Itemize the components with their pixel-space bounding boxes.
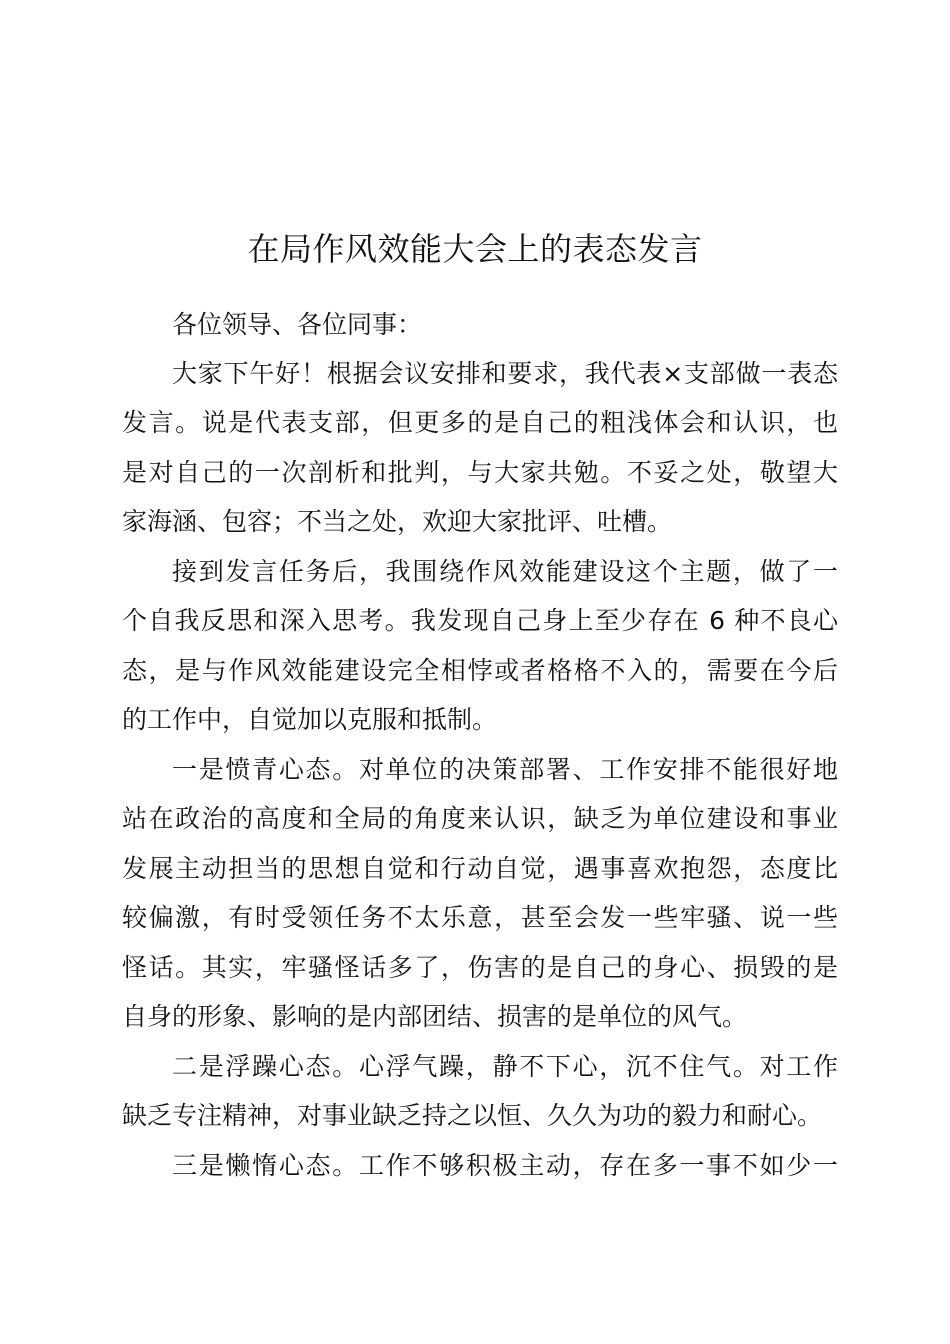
- paragraph-line: 三是懒惰心态。工作不够积极主动，存在多一事不如少一: [172, 1151, 838, 1180]
- paragraph-line: 接到发言任务后，我围绕作风效能建设这个主题，做了一: [172, 557, 838, 586]
- salutation-line: 各位领导、各位同事：: [172, 310, 423, 339]
- paragraph-line: 发展主动担当的思想自觉和行动自觉，遇事喜欢抱怨，态度比: [122, 854, 838, 883]
- paragraph-line: 家海涵、包容；不当之处，欢迎大家批评、吐槽。: [122, 507, 673, 536]
- document-title: 在局作风效能大会上的表态发言: [247, 230, 703, 268]
- paragraph-line: 的工作中，自觉加以克服和抵制。: [122, 705, 498, 734]
- paragraph-line: 发言。说是代表支部，但更多的是自己的粗浅体会和认识，也: [122, 408, 838, 437]
- paragraph-line: 站在政治的高度和全局的角度来认识，缺乏为单位建设和事业: [122, 804, 838, 833]
- paragraph-line: 较偏激，有时受领任务不太乐意，甚至会发一些牢骚、说一些: [122, 903, 838, 932]
- paragraph-line: 是对自己的一次剖析和批判，与大家共勉。不妥之处，敬望大: [122, 458, 838, 487]
- paragraph-line: 自身的形象、影响的是内部团结、损害的是单位的风气。: [122, 1002, 748, 1031]
- paragraph-line: 怪话。其实，牢骚怪话多了，伤害的是自己的身心、损毁的是: [122, 953, 838, 982]
- paragraph-line: 缺乏专注精神，对事业缺乏持之以恒、久久为功的毅力和耐心。: [122, 1101, 823, 1130]
- paragraph-line: 大家下午好！根据会议安排和要求，我代表×支部做一表态: [172, 359, 838, 388]
- paragraph-line: 个自我反思和深入思考。我发现自己身上至少存在 6 种不良心: [122, 606, 838, 635]
- paragraph-line: 一是愤青心态。对单位的决策部署、工作安排不能很好地: [172, 755, 838, 784]
- paragraph-line: 态，是与作风效能建设完全相悖或者格格不入的，需要在今后: [122, 656, 838, 685]
- paragraph-line: 二是浮躁心态。心浮气躁，静不下心，沉不住气。对工作: [172, 1052, 838, 1081]
